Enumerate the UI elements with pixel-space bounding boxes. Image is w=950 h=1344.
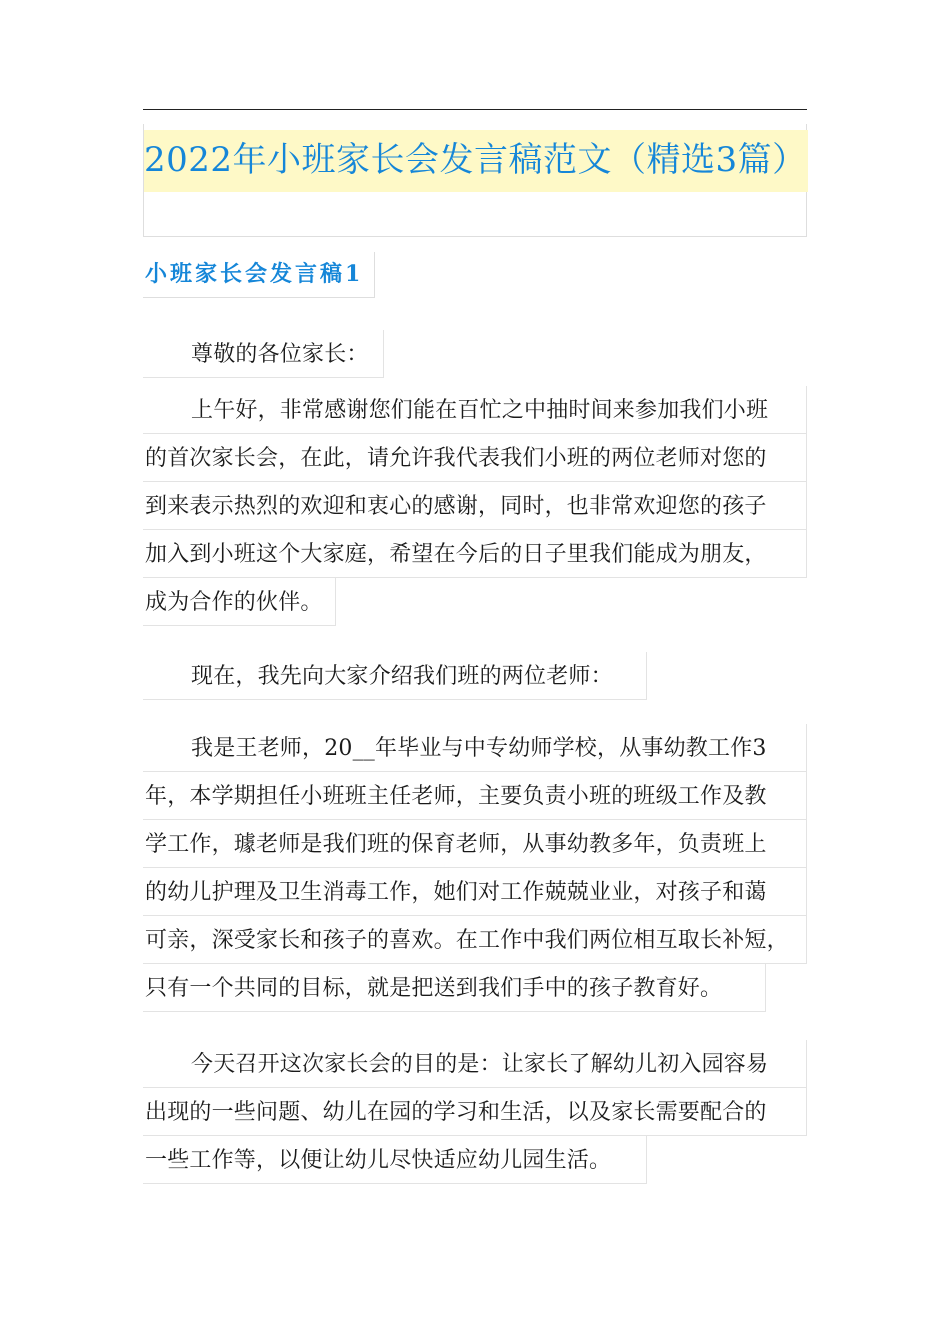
text-line: 加入到小班这个大家庭，希望在今后的日子里我们能成为朋友， [143, 530, 807, 578]
text-line: 的幼儿护理及卫生消毒工作，她们对工作兢兢业业，对孩子和蔼 [143, 868, 807, 916]
text-line: 我是王老师，20__年毕业与中专幼师学校，从事幼教工作3 [143, 724, 807, 772]
top-divider [143, 109, 807, 110]
paragraph-1 [143, 386, 807, 626]
text-line: 学工作，璩老师是我们班的保育老师，从事幼教多年，负责班上 [143, 820, 807, 868]
text-line: 今天召开这次家长会的目的是：让家长了解幼儿初入园容易 [143, 1040, 807, 1088]
text-line: 成为合作的伙伴。 [143, 578, 336, 626]
paragraph-3 [143, 724, 807, 1012]
text-line: 上午好，非常感谢您们能在百忙之中抽时间来参加我们小班 [143, 386, 807, 434]
text-line: 的首次家长会，在此，请允许我代表我们小班的两位老师对您的 [143, 434, 807, 482]
text-line: 出现的一些问题、幼儿在园的学习和生活，以及家长需要配合的 [143, 1088, 807, 1136]
text-line: 到来表示热烈的欢迎和衷心的感谢，同时，也非常欢迎您的孩子 [143, 482, 807, 530]
salutation-paragraph [143, 330, 384, 378]
text-line: 年，本学期担任小班班主任老师，主要负责小班的班级工作及教 [143, 772, 807, 820]
section-heading: 小班家长会发言稿1 [145, 261, 364, 287]
salutation: 尊敬的各位家长： [191, 342, 369, 367]
text-line [143, 330, 384, 378]
section-heading-block [143, 252, 375, 298]
text-line: 只有一个共同的目标，就是把送到我们手中的孩子教育好。 [143, 964, 766, 1012]
paragraph-4 [143, 1040, 807, 1184]
text-line: 可亲，深受家长和孩子的喜欢。在工作中我们两位相互取长补短， [143, 916, 807, 964]
document-title: 2022年小班家长会发言稿范文（精选3篇） [144, 140, 807, 180]
text-line: 现在，我先向大家介绍我们班的两位老师： [143, 652, 647, 700]
paragraph-2 [143, 652, 647, 700]
title-block [143, 124, 807, 237]
text-line: 一些工作等，以便让幼儿尽快适应幼儿园生活。 [143, 1136, 647, 1184]
